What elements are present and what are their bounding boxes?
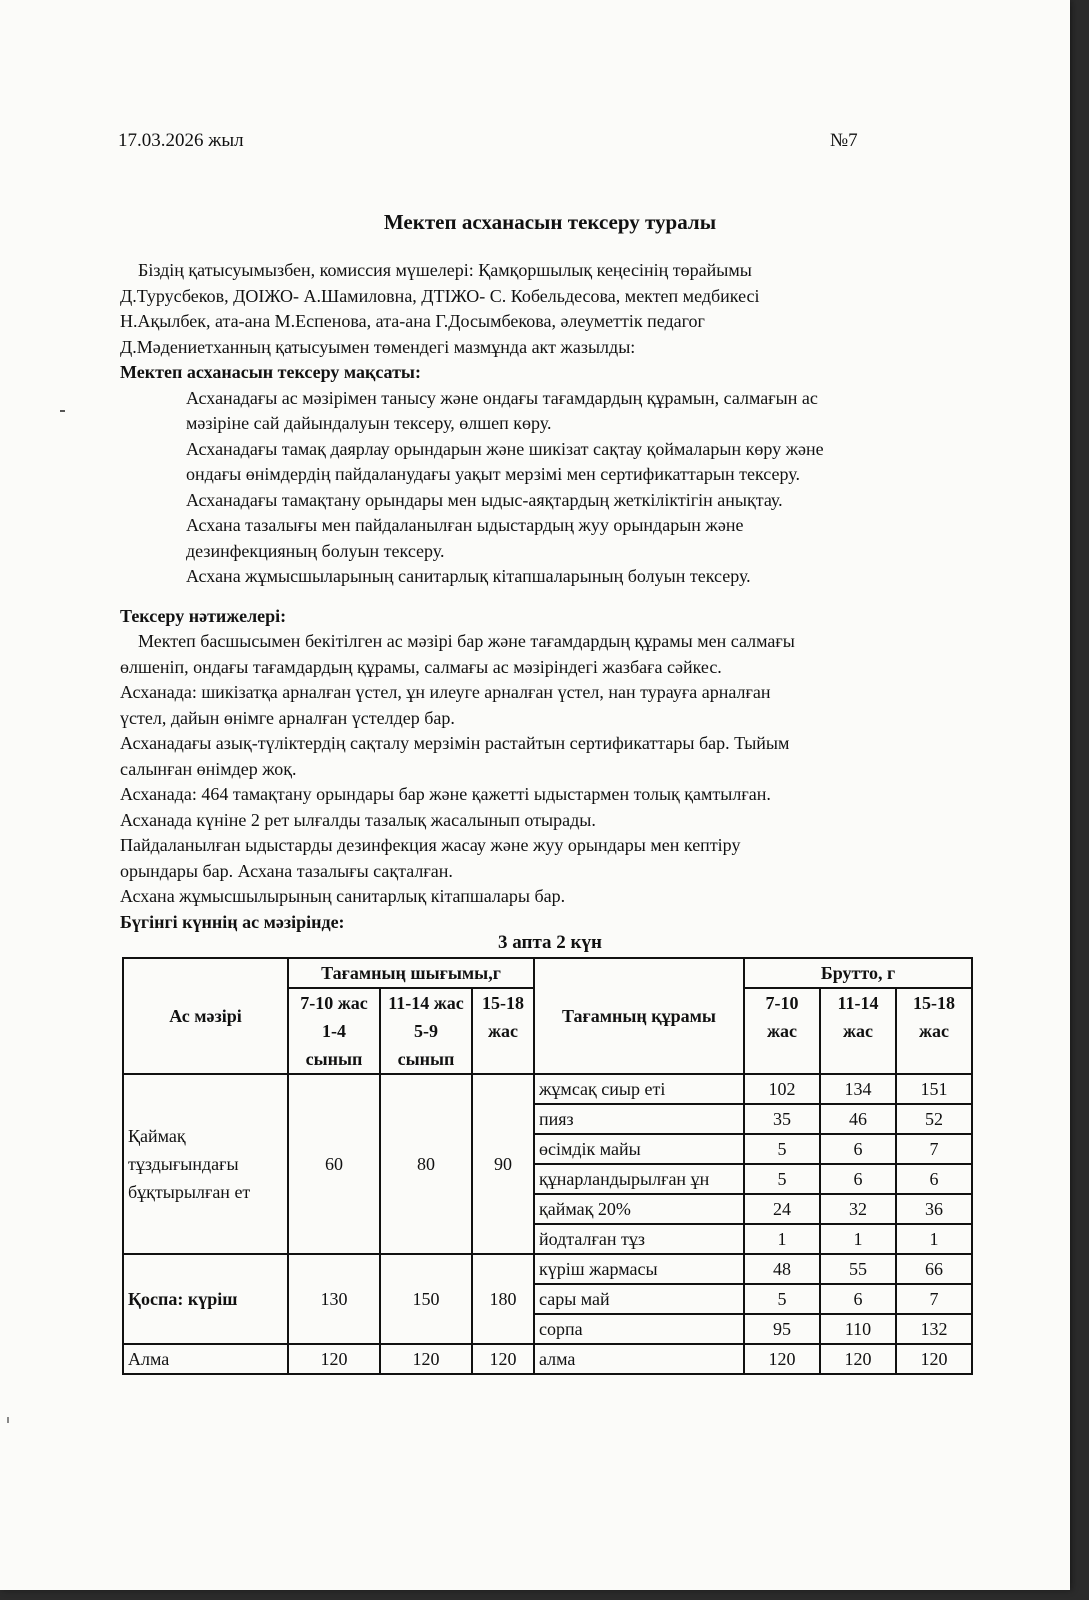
results-line: Асханада: 464 тамақтану орындары бар және қажетті ыдыстармен толық қамтылған.	[120, 784, 771, 804]
brutto-7-10: 5	[744, 1134, 820, 1164]
document-title: Мектеп асханасын тексеру туралы	[383, 210, 717, 234]
purpose-line: мәзіріне сай дайындалуын тексеру, өлшеп көру.	[186, 413, 552, 433]
ingredient: құнарландырылған ұн	[534, 1164, 744, 1194]
brutto-7-10: 120	[744, 1344, 820, 1374]
document-body	[120, 258, 950, 935]
results-line: орындары бар. Асхана тазалығы сақталған.	[120, 860, 453, 881]
purpose-line: ондағы өнімдердің пайдаланудағы уақыт мерзімі мен сертификаттарын тексеру.	[186, 464, 800, 484]
results-line: Асханада күніне 2 рет ылғалды тазалық жасалынып отырады.	[120, 809, 596, 830]
results-line: өлшеніп, ондағы тағамдардың құрамы, салмағы ас мәзіріндегі жазбаға сәйкес.	[120, 656, 722, 677]
results-line: Асханадағы азық-түліктердің сақталу мерзімін растайтын сертификаттары бар. Тыйым	[120, 733, 790, 753]
intro-line: Н.Ақылбек, ата-ана М.Еспенова, ата-ана Г.Досымбекова, әлеуметтік педагог	[120, 311, 705, 331]
yield-15-18: 180	[472, 1254, 534, 1344]
results-line: үстел, дайын өнімге арналған үстелдер бар.	[120, 707, 455, 728]
brutto-7-10: 5	[744, 1284, 820, 1314]
purpose-line: Асханадағы тамақ даярлау орындарын және шикізат сақтау қоймаларын көру және	[186, 438, 824, 459]
ingredient: сары май	[534, 1284, 744, 1314]
brutto-7-10: 95	[744, 1314, 820, 1344]
yield-15-18: 120	[472, 1344, 534, 1374]
menu-heading: Бүгінгі күннің ас мәзірінде:	[120, 911, 345, 932]
brutto-15-18: 1	[896, 1224, 972, 1254]
purpose-heading: Мектеп асханасын тексеру мақсаты:	[120, 362, 421, 382]
yield-7-10: 130	[288, 1254, 380, 1344]
header-age-11-14: 11-14 жас 5-9 сынып	[380, 988, 472, 1074]
brutto-15-18: 132	[896, 1314, 972, 1344]
yield-7-10: 60	[288, 1074, 380, 1254]
brutto-11-14: 1	[820, 1224, 896, 1254]
yield-15-18: 90	[472, 1074, 534, 1254]
brutto-11-14: 32	[820, 1194, 896, 1224]
table-header-row	[123, 958, 972, 988]
dish-name: Қоспа: күріш	[123, 1254, 288, 1344]
table-caption: 3 апта 2 күн	[498, 932, 602, 953]
header-brutto: Брутто, г	[744, 958, 972, 988]
brutto-7-10: 1	[744, 1224, 820, 1254]
dish-name: Қаймақ тұздығындағы бұқтырылған ет	[123, 1074, 288, 1254]
brutto-11-14: 6	[820, 1164, 896, 1194]
yield-11-14: 80	[380, 1074, 472, 1254]
table-row	[123, 1254, 972, 1284]
yield-7-10: 120	[288, 1344, 380, 1374]
brutto-11-14: 46	[820, 1104, 896, 1134]
results-line: Мектеп басшысымен бекітілген ас мәзірі бар және тағамдардың құрамы мен салмағы	[138, 631, 795, 651]
yield-11-14: 120	[380, 1344, 472, 1374]
scan-mark	[60, 410, 65, 412]
brutto-11-14: 6	[820, 1284, 896, 1314]
results-line: Пайдаланылған ыдыстарды дезинфекция жасау және жуу орындары мен кептіру	[120, 835, 741, 855]
ingredient: сорпа	[534, 1314, 744, 1344]
purpose-line: дезинфекцияның болуын тексеру.	[186, 540, 445, 561]
results-line: Асханада: шикізатқа арналған үстел, ұн илеуге арналған үстел, нан турауға арналған	[120, 682, 771, 702]
brutto-7-10: 48	[744, 1254, 820, 1284]
document-date: 17.03.2026 жыл	[118, 130, 244, 151]
brutto-11-14: 55	[820, 1254, 896, 1284]
brutto-15-18: 7	[896, 1134, 972, 1164]
header-brutto-15-18: 15-18 жас	[896, 988, 972, 1074]
brutto-15-18: 36	[896, 1194, 972, 1224]
intro-line: Д.Мәдениетханның қатысуымен төмендегі мазмұнда акт жазылды:	[120, 336, 636, 357]
brutto-15-18: 6	[896, 1164, 972, 1194]
brutto-11-14: 120	[820, 1344, 896, 1374]
header-age-15-18: 15-18 жас	[472, 988, 534, 1074]
document-number: №7	[830, 130, 858, 151]
brutto-7-10: 5	[744, 1164, 820, 1194]
table-row	[123, 1344, 972, 1374]
ingredient: алма	[534, 1344, 744, 1374]
brutto-11-14: 6	[820, 1134, 896, 1164]
ingredient: пияз	[534, 1104, 744, 1134]
brutto-11-14: 110	[820, 1314, 896, 1344]
intro-line: Біздің қатысуымызбен, комиссия мүшелері: Қамқоршылық кеңесінің төрайымы	[138, 260, 752, 280]
results-line: салынған өнімдер жоқ.	[120, 758, 297, 779]
header-brutto-7-10: 7-10 жас	[744, 988, 820, 1074]
scan-mark	[7, 1417, 9, 1423]
brutto-15-18: 52	[896, 1104, 972, 1134]
header-menu: Ас мәзірі	[123, 958, 288, 1074]
brutto-15-18: 7	[896, 1284, 972, 1314]
brutto-11-14: 134	[820, 1074, 896, 1104]
brutto-7-10: 24	[744, 1194, 820, 1224]
ingredient: күріш жармасы	[534, 1254, 744, 1284]
header-age-7-10: 7-10 жас 1-4 сынып	[288, 988, 380, 1074]
purpose-line: Асхана жұмысшыларының санитарлық кітапшаларының болуын тексеру.	[186, 566, 751, 586]
purpose-line: Асхана тазалығы мен пайдаланылған ыдыстардың жуу орындарын және	[186, 515, 744, 535]
header-brutto-11-14: 11-14 жас	[820, 988, 896, 1074]
brutto-15-18: 66	[896, 1254, 972, 1284]
ingredient: қаймақ 20%	[534, 1194, 744, 1224]
yield-11-14: 150	[380, 1254, 472, 1344]
ingredient: йодталған тұз	[534, 1224, 744, 1254]
brutto-15-18: 151	[896, 1074, 972, 1104]
table-row	[123, 1074, 972, 1104]
menu-table	[122, 957, 973, 1375]
ingredient: жұмсақ сиыр еті	[534, 1074, 744, 1104]
brutto-7-10: 35	[744, 1104, 820, 1134]
dish-name: Алма	[123, 1344, 288, 1374]
purpose-line: Асханадағы тамақтану орындары мен ыдыс-аяқтардың жеткіліктігін анықтау.	[186, 489, 783, 510]
ingredient: өсімдік майы	[534, 1134, 744, 1164]
results-line: Асхана жұмысшылырының санитарлық кітапшалары бар.	[120, 886, 566, 906]
results-heading: Тексеру нәтижелері:	[120, 605, 287, 626]
brutto-15-18: 120	[896, 1344, 972, 1374]
purpose-line: Асханадағы ас мәзірімен танысу және ондағы тағамдардың құрамын, салмағын ас	[186, 387, 818, 408]
intro-line: Д.Турусбеков, ДОІЖО- А.Шамиловна, ДТІЖО- С. Кобельдесова, мектеп медбикесі	[120, 285, 760, 306]
header-composition: Тағамның құрамы	[534, 958, 744, 1074]
header-yield: Тағамның шығымы,г	[288, 958, 534, 988]
brutto-7-10: 102	[744, 1074, 820, 1104]
